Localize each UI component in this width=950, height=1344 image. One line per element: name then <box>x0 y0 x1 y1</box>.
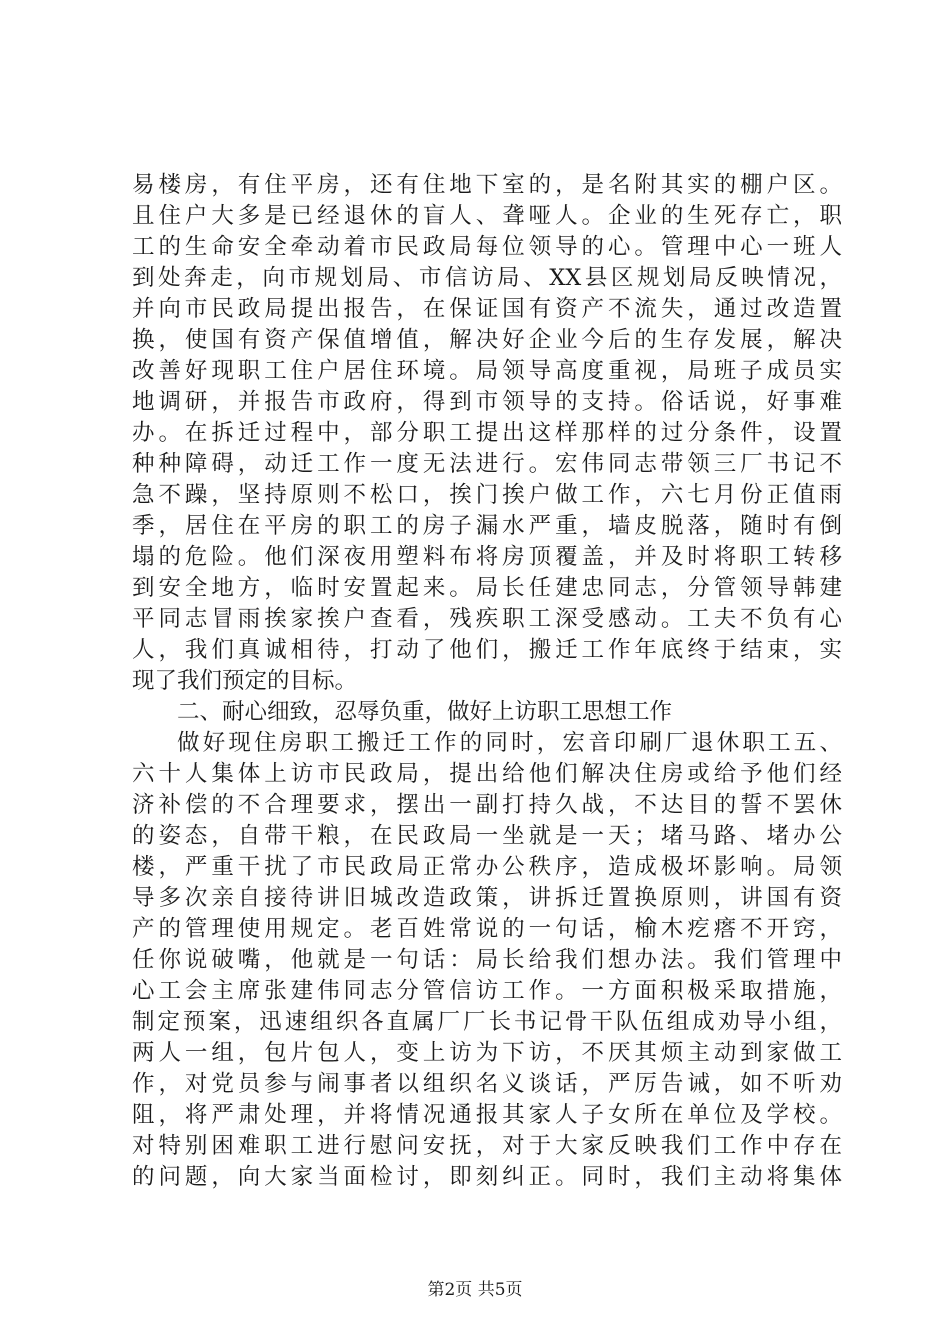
paragraph-line: 两人一组，包片包人，变上访为下访，不厌其烦主动到家做工 <box>132 1040 842 1066</box>
page-footer <box>0 1279 950 1301</box>
paragraph-line: 做好现住房职工搬迁工作的同时，宏音印刷厂退休职工五、 <box>177 730 842 756</box>
paragraph-line: 办。在拆迁过程中，部分职工提出这样那样的过分条件，设置 <box>132 420 842 446</box>
paragraph-line: 制定预案，迅速组织各直属厂厂长书记骨干队伍组成劝导小组， <box>132 1009 842 1035</box>
paragraph-line: 的姿态，自带干粮，在民政局一坐就是一天；堵马路、堵办公 <box>132 823 842 849</box>
paragraph-line: 季，居住在平房的职工的房子漏水严重，墙皮脱落，随时有倒 <box>132 513 842 539</box>
paragraph-line: 对特别困难职工进行慰问安抚，对于大家反映我们工作中存在 <box>132 1133 842 1159</box>
paragraph-line: 阻，将严肃处理，并将情况通报其家人子女所在单位及学校。 <box>132 1102 842 1128</box>
paragraph-line: 现了我们预定的目标。 <box>132 668 358 694</box>
paragraph-line: 塌的危险。他们深夜用塑料布将房顶覆盖，并及时将职工转移 <box>132 544 842 570</box>
paragraph-line: 济补偿的不合理要求，摆出一副打持久战，不达目的誓不罢休 <box>132 792 842 818</box>
paragraph-line: 的问题，向大家当面检讨，即刻纠正。同时，我们主动将集体 <box>132 1164 842 1190</box>
paragraph-line: 改善好现职工住户居住环境。局领导高度重视，局班子成员实 <box>132 358 842 384</box>
paragraph-line: 作，对党员参与闹事者以组织名义谈话，严厉告诫，如不听劝 <box>132 1071 842 1097</box>
paragraph-line: 产的管理使用规定。老百姓常说的一句话，榆木疙瘩不开窍， <box>132 916 842 942</box>
paragraph-line: 到处奔走，向市规划局、市信访局、XX县区规划局反映情况， <box>132 265 842 291</box>
paragraph-line: 平同志冒雨挨家挨户查看，残疾职工深受感动。工夫不负有心 <box>132 606 842 632</box>
paragraph-line: 急不躁，坚持原则不松口，挨门挨户做工作，六七月份正值雨 <box>132 482 842 508</box>
paragraph-line: 心工会主席张建伟同志分管信访工作。一方面积极采取措施， <box>132 978 842 1004</box>
paragraph-line: 工的生命安全牵动着市民政局每位领导的心。管理中心一班人 <box>132 234 842 260</box>
paragraph-line: 易楼房，有住平房，还有住地下室的，是名附其实的棚户区。 <box>132 172 842 198</box>
paragraph-line: 地调研，并报告市政府，得到市领导的支持。俗话说，好事难 <box>132 389 842 415</box>
page-number: 第2页 共5页 <box>427 1280 523 1300</box>
paragraph-line: 楼，严重干扰了市民政局正常办公秩序，造成极坏影响。局领 <box>132 854 842 880</box>
paragraph-line: 且住户大多是已经退休的盲人、聋哑人。企业的生死存亡，职 <box>132 203 842 229</box>
paragraph-line: 人，我们真诚相待，打动了他们，搬迁工作年底终于结束，实 <box>132 637 842 663</box>
document-body <box>132 170 842 1193</box>
paragraph-line: 到安全地方，临时安置起来。局长任建忠同志，分管领导韩建 <box>132 575 842 601</box>
paragraph-line: 并向市民政局提出报告，在保证国有资产不流失，通过改造置 <box>132 296 842 322</box>
paragraph-line: 种种障碍，动迁工作一度无法进行。宏伟同志带领三厂书记不 <box>132 451 842 477</box>
paragraph-line: 导多次亲自接待讲旧城改造政策，讲拆迁置换原则，讲国有资 <box>132 885 842 911</box>
paragraph-line: 任你说破嘴，他就是一句话：局长给我们想办法。我们管理中 <box>132 947 842 973</box>
section-heading: 二、耐心细致，忍辱负重，做好上访职工思想工作 <box>177 699 673 725</box>
paragraph-line: 六十人集体上访市民政局，提出给他们解决住房或给予他们经 <box>132 761 842 787</box>
paragraph-line: 换，使国有资产保值增值，解决好企业今后的生存发展，解决 <box>132 327 842 353</box>
